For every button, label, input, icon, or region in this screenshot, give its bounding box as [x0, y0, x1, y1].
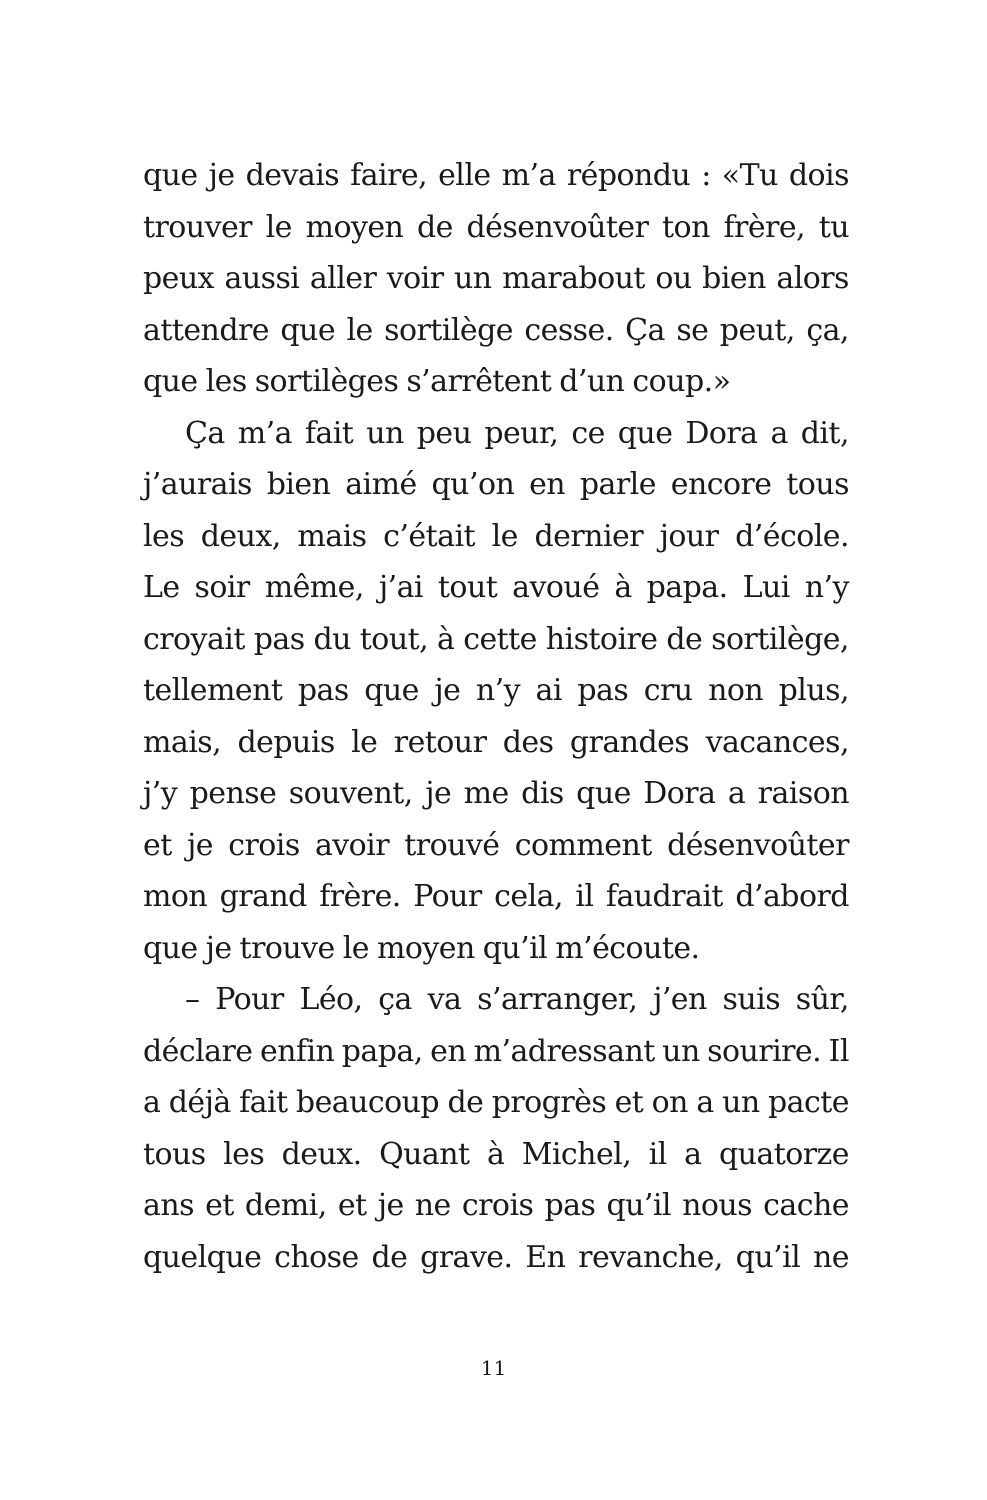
- text-line: que je trouve le moyen qu’il m’écoute.: [143, 930, 700, 966]
- text-line: peux aussi aller voir un marabout ou bien alors: [143, 261, 849, 296]
- text-line: trouver le moyen de désenvoûter ton frère, tu: [143, 209, 849, 245]
- text-line: j’y pense souvent, je me dis que Dora a raison: [143, 776, 849, 811]
- text-line: tellement pas que je n’y ai pas cru non plus,: [143, 673, 849, 708]
- text-line: déclare enfin papa, en m’adressant un sourire. Il: [143, 1033, 849, 1069]
- text-line: Le soir même, j’ai tout avoué à papa. Lui n’y: [143, 570, 849, 605]
- text-line: tous les deux. Quant à Michel, il a quatorze: [143, 1136, 849, 1172]
- body-text: [143, 150, 849, 1283]
- text-line: attendre que le sortilège cesse. Ça se peut, ça,: [143, 312, 849, 348]
- text-line: que je devais faire, elle m’a répondu : «Tu dois: [143, 158, 849, 193]
- text-line: mon grand frère. Pour cela, il faudrait d’abord: [143, 879, 849, 914]
- text-line: quelque chose de grave. En revanche, qu’il ne: [143, 1239, 849, 1275]
- page-number: 11: [480, 1356, 507, 1380]
- text-line: que les sortilèges s’arrêtent d’un coup.»: [143, 364, 731, 399]
- text-line: j’aurais bien aimé qu’on en parle encore tous: [143, 467, 849, 502]
- text-line: les deux, mais c’était le dernier jour d’école.: [143, 518, 849, 554]
- text-line: Ça m’a fait un peu peur, ce que Dora a dit,: [185, 415, 849, 451]
- text-line: mais, depuis le retour des grandes vacances,: [143, 724, 849, 760]
- text-line: a déjà fait beaucoup de progrès et on a un pacte: [143, 1085, 849, 1120]
- text-line: – Pour Léo, ça va s’arranger, j’en suis sûr,: [185, 982, 849, 1017]
- text-line: croyait pas du tout, à cette histoire de sortilège,: [143, 621, 849, 657]
- text-line: ans et demi, et je ne crois pas qu’il nous cache: [143, 1188, 849, 1223]
- text-line: et je crois avoir trouvé comment désenvoûter: [143, 827, 849, 863]
